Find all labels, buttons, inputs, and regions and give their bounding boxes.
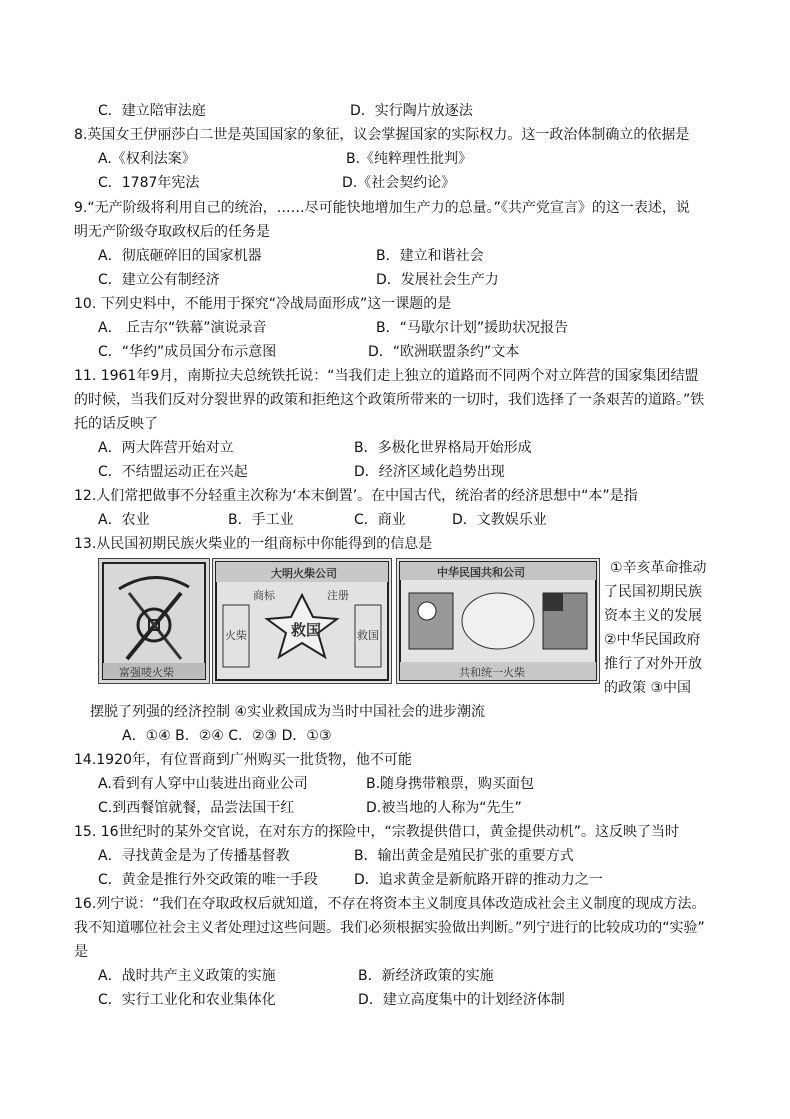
q14-option-d: D.被当地的人称为“先生” xyxy=(366,800,522,816)
q14-option-c: C.到西餐馆就餐，品尝法国干红 xyxy=(98,800,295,816)
q13-side-text-6: 的政策 ③中国 xyxy=(604,680,692,696)
q16-option-d: D．建立高度集中的计划经济体制 xyxy=(358,992,565,1008)
q13-side-text-4: ②中华民国政府 xyxy=(604,632,701,648)
q13-side-text-3: 资本主义的发展 xyxy=(604,608,702,624)
q15-option-b: B．输出黄金是殖民扩张的重要方式 xyxy=(354,848,574,864)
q15-stem: 15. 16世纪时的某外交官说，在对东方的探险中，“宗教提供借口，黄金提供动机”。这反映了当时 xyxy=(74,824,680,840)
trademark-image-1 xyxy=(98,558,210,684)
q11-option-a: A．两大阵营开始对立 xyxy=(98,440,234,456)
q16-option-a: A．战时共产主义政策的实施 xyxy=(98,968,276,984)
q13-side-text-1: ①辛亥革命推动 xyxy=(610,560,707,576)
q16-option-b: B．新经济政策的实施 xyxy=(358,968,494,984)
q9-stem-line2: 明无产阶级夺取政权后的任务是 xyxy=(74,224,270,240)
q9-stem-line1: 9.“无产阶级将利用自己的统治，……尽可能快地增加生产力的总量。”《共产党宣言》的这一表述，说 xyxy=(74,200,690,216)
trademark-2-company: 大明火柴公司 xyxy=(271,567,337,580)
q9-option-d: D．发展社会生产力 xyxy=(376,272,499,288)
q9-option-a: A．彻底砸碎旧的国家机器 xyxy=(98,248,262,264)
q10-option-d: D．“欧洲联盟条约”文本 xyxy=(368,344,520,360)
trademark-image-3 xyxy=(396,558,600,684)
q14-option-b: B.随身携带粮票，购买面包 xyxy=(366,776,535,792)
q16-stem-line2: 我不知道哪位社会主义者处理过这些问题。我们必须根据实验做出判断。”列宁进行的比较成功的“实验” xyxy=(74,920,705,936)
q13-options: A．①④ B．②④ C．②③ D．①③ xyxy=(122,728,332,744)
q10-stem: 10. 下列史料中，不能用于探究“冷战局面形成”这一课题的是 xyxy=(74,296,452,312)
q12-option-a: A．农业 xyxy=(98,512,150,528)
trademark-3-company: 中华民国共和公司 xyxy=(437,566,525,579)
trademark-1-label: 富强唛火柴 xyxy=(119,666,174,679)
q7-option-c: C．建立陪审法庭 xyxy=(98,103,206,119)
q10-option-c: C．“华约”成员国分布示意图 xyxy=(98,344,277,360)
q14-option-a: A.看到有人穿中山装进出商业公司 xyxy=(98,776,308,792)
q11-option-b: B．多极化世界格局开始形成 xyxy=(354,440,532,456)
q16-stem-line3: 是 xyxy=(74,944,88,960)
trademark-2-right: 救国 xyxy=(357,629,379,642)
q13-continuation: 摆脱了列强的经济控制 ④实业救国成为当时中国社会的进步潮流 xyxy=(90,704,485,720)
trademark-3-bottom: 共和统一火柴 xyxy=(459,666,525,679)
q7-option-d: D．实行陶片放逐法 xyxy=(350,103,473,119)
q11-stem-line3: 托的话反映了 xyxy=(74,416,158,432)
q15-option-a: A．寻找黄金是为了传播基督教 xyxy=(98,848,290,864)
q12-option-c: C．商业 xyxy=(354,512,406,528)
q10-option-a: A． 丘吉尔“铁幕”演说录音 xyxy=(98,320,267,336)
q11-option-d: D．经济区域化趋势出现 xyxy=(354,464,505,480)
trademark-2-left: 火柴 xyxy=(225,629,247,642)
q8-stem: 8.英国女王伊丽莎白二世是英国国家的象征，议会掌握国家的实际权力。这一政治体制确立的依据是 xyxy=(74,127,690,143)
q15-option-c: C．黄金是推行外交政策的唯一手段 xyxy=(98,872,318,888)
q9-option-c: C．建立公有制经济 xyxy=(98,272,220,288)
q15-option-d: D．追求黄金是新航路开辟的推动力之一 xyxy=(354,872,603,888)
q11-stem-line2: 的时候，当我们反对分裂世界的政策和拒绝这个政策所带来的一切时，我们选择了一条艰苦的道路。”铁 xyxy=(74,392,705,408)
q13-stem: 13.从民国初期民族火柴业的一组商标中你能得到的信息是 xyxy=(74,536,433,552)
q11-stem-line1: 11. 1961年9月，南斯拉夫总统铁托说：“当我们走上独立的道路而不同两个对立阵营的国家集团结盟 xyxy=(74,368,699,384)
trademark-2-reg-left: 商标 xyxy=(253,589,275,602)
q8-option-a: A.《权利法案》 xyxy=(98,151,196,167)
q9-option-b: B．建立和谐社会 xyxy=(376,248,484,264)
q11-option-c: C．不结盟运动正在兴起 xyxy=(98,464,248,480)
q12-option-d: D．文教娱乐业 xyxy=(452,512,547,528)
trademark-2-reg-right: 注册 xyxy=(327,589,349,602)
q8-option-d: D.《社会契约论》 xyxy=(342,175,456,191)
q13-side-text-5: 推行了对外开放 xyxy=(604,656,702,672)
q8-option-b: B.《纯粹理性批判》 xyxy=(346,151,473,167)
q14-stem: 14.1920年，有位晋商到广州购买一批货物，他不可能 xyxy=(74,752,412,768)
q16-stem-line1: 16.列宁说：“我们在夺取政权后就知道，不存在将资本主义制度具体改造成社会主义制度的现成方法。 xyxy=(74,896,706,912)
q8-option-c: C．1787年宪法 xyxy=(98,175,200,191)
q13-side-text-2: 了民国初期民族 xyxy=(604,584,702,600)
trademark-image-2 xyxy=(212,558,392,684)
trademark-2-center: 救国 xyxy=(291,621,322,639)
q10-option-b: B．“马歇尔计划”援助状况报告 xyxy=(376,320,569,336)
q16-option-c: C．实行工业化和农业集体化 xyxy=(98,992,276,1008)
q12-option-b: B．手工业 xyxy=(228,512,294,528)
q12-stem: 12.人们常把做事不分轻重主次称为‘本末倒置’。在中国古代，统治者的经济思想中“本”是指 xyxy=(74,488,638,504)
